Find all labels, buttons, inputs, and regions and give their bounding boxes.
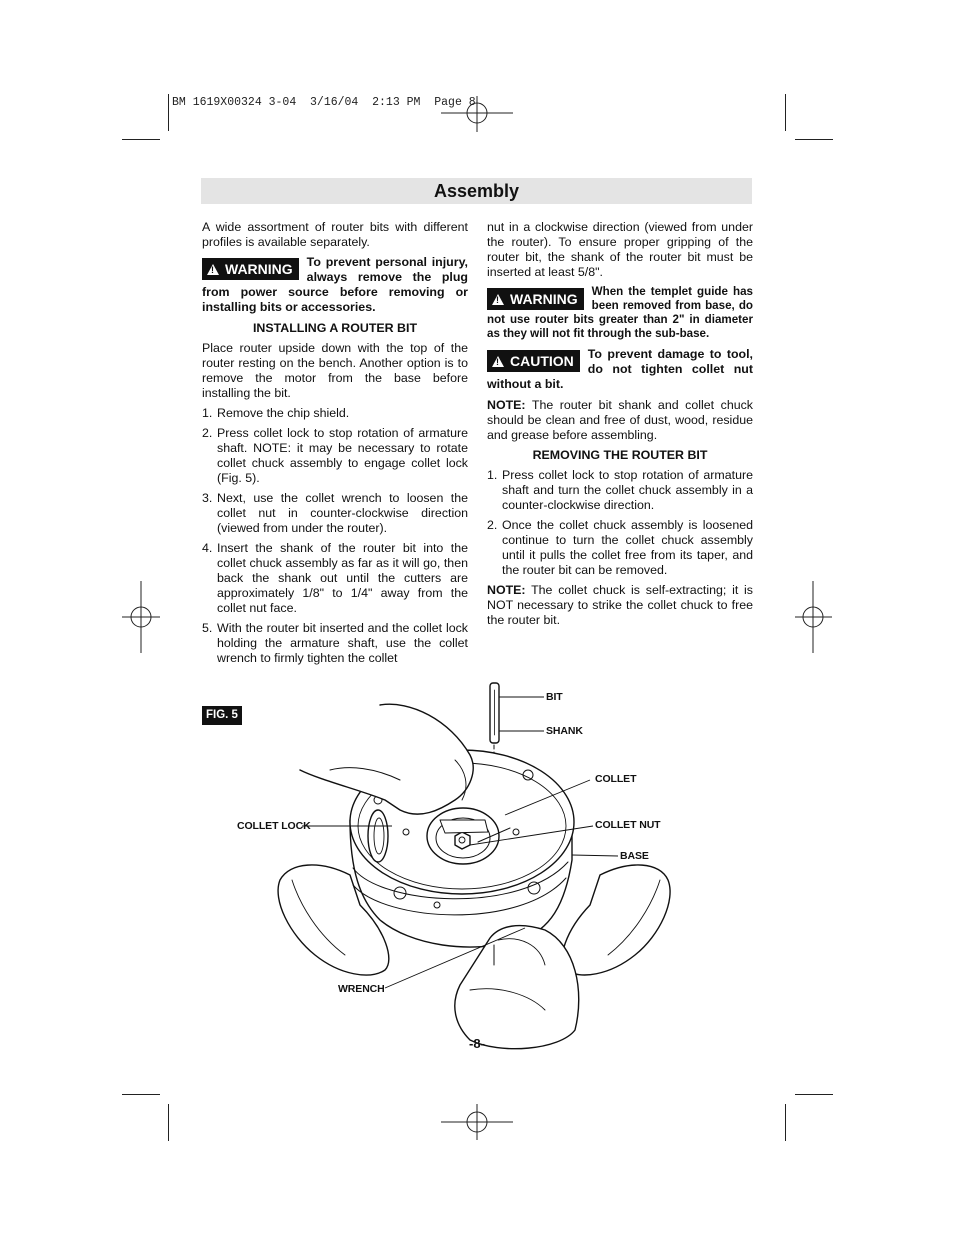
warning-text: To prevent personal injury, always remove the plug from power source before removing or installing bits or accessories. — [202, 255, 468, 314]
callout-collet-lock: COLLET LOCK — [237, 820, 311, 832]
callout-collet-nut: COLLET NUT — [595, 819, 661, 831]
installing-subheading: INSTALLING A ROUTER BIT — [252, 321, 418, 335]
list-item: 3. Next, use the collet wrench to loosen the collet nut in counter-clockwise direction (viewed from under the router). — [202, 491, 468, 535]
note-self-extracting: NOTE: The collet chuck is self-extracting; it is NOT necessary to strike the collet chuck to free the router bit. — [487, 583, 753, 627]
intro-paragraph: A wide assortment of router bits with different profiles is available separately. — [202, 220, 468, 249]
callout-base: BASE — [620, 850, 649, 862]
list-item: 5. With the router bit inserted and the collet lock holding the armature shaft, use the collet wrench to firmly tighten the collet — [202, 621, 468, 665]
list-item: 2. Once the collet chuck assembly is loosened continue to turn the collet chuck assembly until it pulls the collet free from its taper, and the router bit can be removed. — [487, 518, 753, 577]
warning-badge: !WARNING — [487, 288, 584, 310]
page-number: -8- — [469, 1036, 485, 1051]
warning-text: When the templet guide has been removed from base, do not use router bits greater than 2" in diameter as they will not fit through the sub-base. — [487, 285, 753, 340]
caution-badge: !CAUTION — [487, 350, 580, 372]
page-title: Assembly — [433, 181, 520, 201]
callout-collet: COLLET — [595, 773, 637, 785]
list-item: 2. Press collet lock to stop rotation of armature shaft. NOTE: it may be necessary to rotate collet chuck assembly to engage collet lock (Fig. 5). — [202, 426, 468, 485]
note-clean: NOTE: The router bit shank and collet chuck should be clean and free of dust, wood, residue and grease before assembling. — [487, 398, 753, 442]
list-item: 4. Insert the shank of the router bit into the collet chuck assembly as far as it will go, then back the shank out until the cutters are approximately 1/8" to 1/4" away from the collet nut face. — [202, 541, 468, 615]
list-item: 1. Remove the chip shield. — [202, 406, 350, 420]
removing-subheading: REMOVING THE ROUTER BIT — [532, 448, 708, 462]
continuation-paragraph: nut in a clockwise direction (viewed from under the router). To ensure proper gripping of the router bit, the shank of the router bit must be inserted at least 5/8". — [487, 220, 753, 279]
callout-wrench: WRENCH — [338, 983, 385, 995]
printer-slug: BM 1619X00324 3-04 3/16/04 2:13 PM Page 8 — [172, 96, 476, 109]
install-intro: Place router upside down with the top of the router resting on the bench. Another option is to remove the motor from the base before installing the bit. — [202, 341, 468, 400]
list-item: 1. Press collet lock to stop rotation of armature shaft and turn the collet chuck assembly in a counter-clockwise direction. — [487, 468, 753, 512]
callout-shank: SHANK — [546, 725, 583, 737]
figure-label: FIG. 5 — [202, 706, 242, 725]
caution-text: To prevent damage to tool, do not tighten collet nut without a bit. — [487, 347, 753, 391]
callout-bit: BIT — [546, 691, 563, 703]
warning-badge: !WARNING — [202, 258, 299, 280]
